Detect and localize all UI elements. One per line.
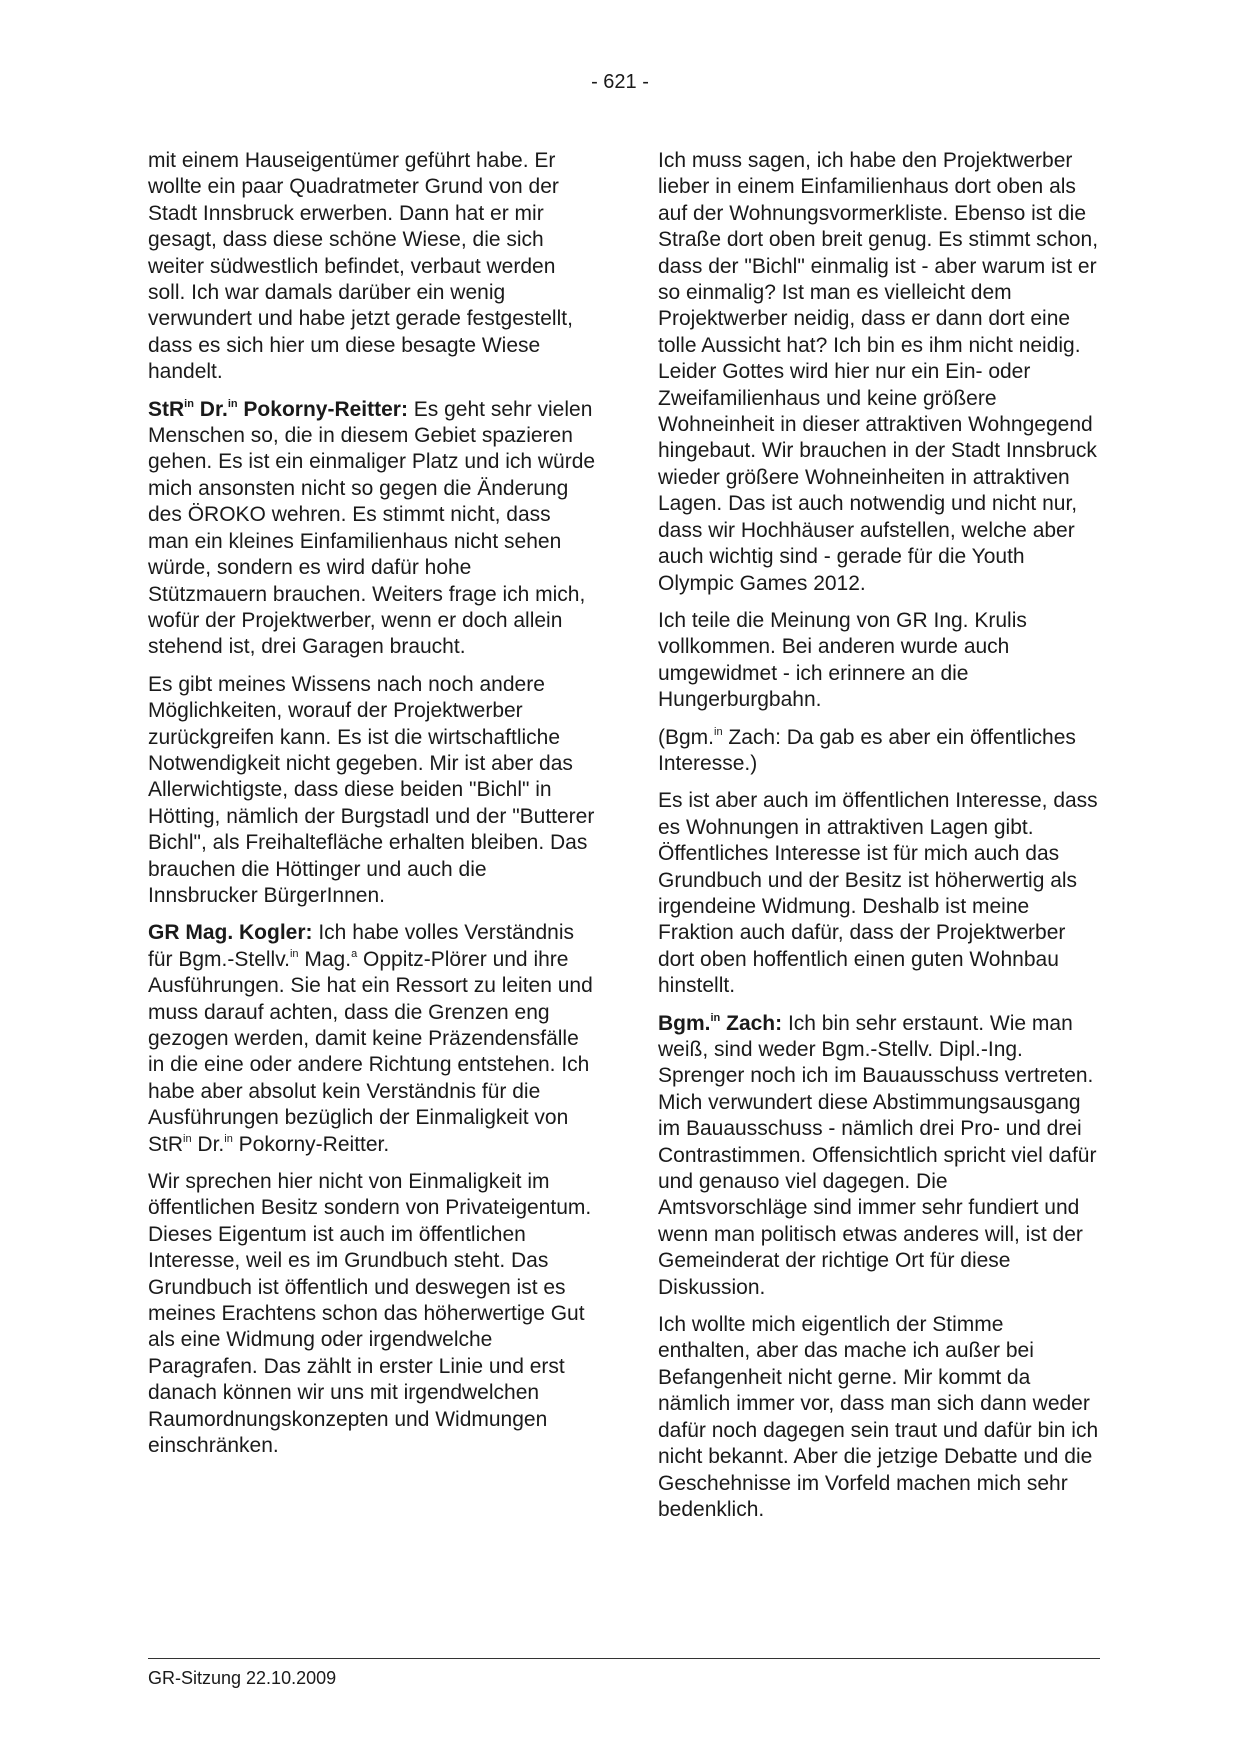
- paragraph: Ich wollte mich eigentlich der Stimme enthalten, aber das mache ich außer bei Befangenheit nicht gerne. Mir kommt da nämlich immer vor, dass man sich dann weder dafür noch dagegen sein traut und dafür bin ich nicht bekannt. Aber die jetzige Debatte und die Geschehnisse im Vorfeld machen mich sehr bedenklich.: [658, 1313, 1099, 1521]
- speaker-name: [658, 1012, 782, 1035]
- footer-divider: [148, 1658, 1100, 1659]
- interjection-text: (Bgm.: [658, 725, 715, 749]
- superscript: in: [224, 1132, 233, 1145]
- page-number: - 621 -: [591, 71, 649, 93]
- speaker-paragraph: [148, 397, 596, 661]
- speaker-title: Bgm.: [658, 1011, 711, 1035]
- superscript: in: [289, 947, 299, 960]
- interjection-paragraph: [658, 725, 1100, 778]
- speech-text: Ich bin sehr erstaunt. Wie man weiß, sind weder Bgm.-Stellv. Dipl.-Ing. Sprenger noch ich im Bauausschuss vertreten. Mich verwundert diese Abstimmungsausgang im Bauausschuss - nämlich drei Pro- und drei Contrastimmen. Offensichtlich spricht viel dafür und genauso viel dagegen. Die Amtsvorschläge sind immer sehr fundiert und wenn man politisch etwas anderes will, ist der Gemeinderat der richtige Ort für diese Diskussion.: [658, 1011, 1097, 1299]
- speaker-paragraph: [148, 920, 596, 1158]
- speaker-surname: Zach:: [720, 1011, 783, 1035]
- paragraph: Es gibt meines Wissens nach noch andere Möglichkeiten, worauf der Projektwerber zurückgreifen kann. Es ist die wirtschaftliche Notwendigkeit nicht gegeben. Mir ist aber das Allerwichtigste, dass diese beiden "Bichl" in Hötting, nämlich der Burgstadl und der "Butterer Bichl", als Freihaltefläche erhalten bleiben. Das brauchen die Höttinger und auch die Innsbrucker BürgerInnen.: [148, 672, 595, 907]
- superscript: in: [184, 397, 194, 410]
- speaker-surname: Pokorny-Reitter:: [237, 397, 408, 421]
- page-footer: GR-Sitzung 22.10.2009: [148, 1668, 337, 1688]
- superscript: in: [183, 1132, 192, 1145]
- paragraph: Wir sprechen hier nicht von Einmaligkeit im öffentlichen Besitz sondern von Privateigentum. Dieses Eigentum ist auch im öffentlichen Interesse, weil es im Grundbuch steht. Das Grundbuch ist öffentlich und deswegen ist es meines Erachtens schon das höherwertige Gut als eine Widmung oder irgendwelche Paragrafen. Das zählt in erster Linie und erst danach können wir uns mit irgendwelchen Raumordnungskonzepten und Widmungen einschränken.: [148, 1170, 592, 1458]
- superscript: in: [710, 1011, 721, 1024]
- paragraph: mit einem Hauseigentümer geführt habe. Er wollte ein paar Quadratmeter Grund von der Stadt Innsbruck erwerben. Dann hat er mir gesagt, dass diese schöne Wiese, die sich weiter südwestlich befindet, verbaut werden soll. Ich war damals darüber ein wenig verwundert und habe jetzt gerade festgestellt, dass es sich hier um diese besagte Wiese handelt.: [148, 149, 573, 384]
- interjection-text: Zach: Da gab es aber ein öffentliches Interesse.): [658, 725, 1076, 775]
- speech-text: Ich habe volles Verständnis für Bgm.-Stellv.: [148, 921, 575, 971]
- speaker-title: StR: [148, 397, 185, 421]
- speech-text: Pokorny-Reitter.: [232, 1132, 390, 1156]
- speech-text: Oppitz-Plörer und ihre Ausführungen. Sie hat ein Ressort zu leiten und muss darauf achten, dass die Grenzen eng gezogen werden, damit keine Präzendensfälle in die eine oder andere Richtung entstehen. Ich habe aber absolut kein Verständnis für die Ausführungen bezüglich der Einmaligkeit von StR: [148, 947, 593, 1156]
- superscript: in: [227, 397, 238, 410]
- left-column: [148, 148, 596, 1471]
- speaker-name: [148, 398, 408, 421]
- paragraph: Ich muss sagen, ich habe den Projektwerber lieber in einem Einfamilienhaus dort oben als auf der Wohnungsvormerkliste. Ebenso ist die Straße dort oben breit genug. Es stimmt schon, dass der "Bichl" einmalig ist - aber warum ist er so einmalig? Ist man es vielleicht dem Projektwerber neidig, dass er dann dort eine tolle Aussicht hat? Ich bin es ihm nicht neidig. Leider Gottes wird hier nur ein Ein- oder Zweifamilienhaus und keine größere Wohneinheit in dieser attraktiven Wohngegend hingebaut. Wir brauchen in der Stadt Innsbruck wieder größere Wohneinheiten in attraktiven Lagen. Das ist auch notwendig und nicht nur, dass wir Hochhäuser aufstellen, welche aber auch wichtig sind - gerade für die Youth Olympic Games 2012.: [658, 149, 1099, 595]
- right-column: [658, 148, 1100, 1534]
- superscript: a: [351, 947, 358, 960]
- speech-text: Dr.: [191, 1132, 225, 1156]
- paragraph: Ich teile die Meinung von GR Ing. Krulis vollkommen. Bei anderen wurde auch umgewidmet - ich erinnere an die Hungerburgbahn.: [658, 608, 1027, 712]
- speech-text: Mag.: [298, 947, 352, 971]
- speaker-name: GR Mag. Kogler:: [148, 921, 313, 945]
- superscript: in: [714, 725, 723, 738]
- speaker-title: Dr.: [193, 397, 228, 421]
- paragraph: Es ist aber auch im öffentlichen Interesse, dass es Wohnungen in attraktiven Lagen gibt. Öffentliches Interesse ist für mich auch das Grundbuch und der Besitz ist höherwertig als irgendeine Widmung. Deshalb ist meine Fraktion auch dafür, dass der Projektwerber dort oben hoffentlich einen guten Wohnbau hinstellt.: [658, 789, 1098, 998]
- speech-text: Es geht sehr vielen Menschen so, die in diesem Gebiet spazieren gehen. Es ist ein einmaliger Platz und ich würde mich ansonsten nicht so gegen die Änderung des ÖROKO wehren. Es stimmt nicht, dass man ein kleines Einfamilienhaus nicht sehen würde, sondern es wird dafür hohe Stützmauern brauchen. Weiters frage ich mich, wofür der Projektwerber, wenn er doch allein stehend ist, drei Garagen braucht.: [148, 397, 596, 659]
- speaker-paragraph: [658, 1011, 1100, 1301]
